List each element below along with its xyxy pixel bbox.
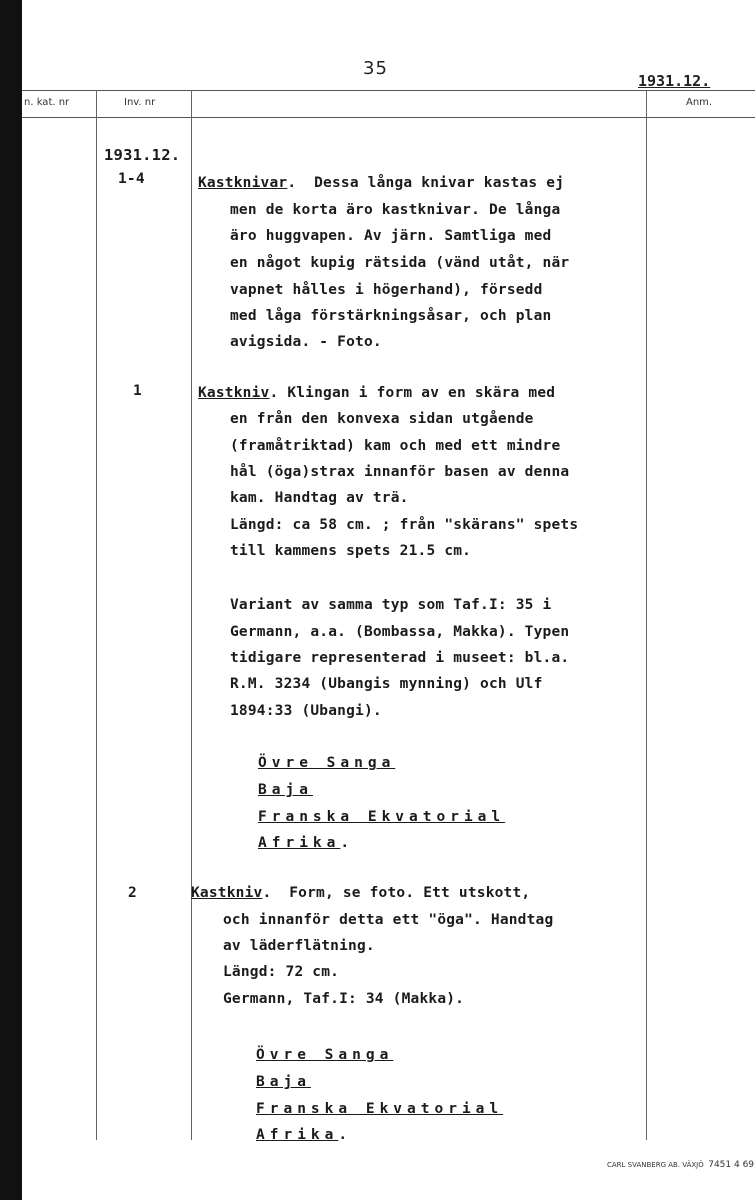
text-line: tidigare representerad i museet: bl.a. bbox=[230, 650, 570, 666]
entry2-title: Kastkniv bbox=[191, 885, 263, 901]
col-divider-anm bbox=[646, 90, 647, 1140]
text-line: R.M. 3234 (Ubangis mynning) och Ulf bbox=[230, 676, 543, 692]
printer-imprint bbox=[607, 1160, 754, 1170]
locality-line: Baja bbox=[258, 782, 313, 798]
locality-line: Baja bbox=[256, 1074, 311, 1090]
scan-edge bbox=[0, 0, 22, 1200]
locality-last-line bbox=[256, 1122, 347, 1148]
column-header-inv: Inv. nr bbox=[124, 97, 156, 108]
column-header-anm: Anm. bbox=[686, 97, 713, 108]
locality-line: Franska Ekvatorial bbox=[258, 809, 506, 825]
text-line: en från den konvexa sidan utgående bbox=[230, 411, 534, 427]
entry1-title: Kastkniv bbox=[198, 385, 270, 401]
locality-end: . bbox=[338, 1127, 348, 1143]
entry-group-first-line bbox=[198, 170, 564, 196]
text-line: till kammens spets 21.5 cm. bbox=[230, 543, 472, 559]
entry2-first-line bbox=[191, 880, 530, 906]
text-line: äro huggvapen. Av järn. Samtliga med bbox=[230, 228, 552, 244]
header-date: 1931.12. bbox=[638, 72, 711, 90]
locality-line: Afrika bbox=[256, 1127, 339, 1143]
text-line: kam. Handtag av trä. bbox=[230, 490, 409, 506]
text-line: avigsida. - Foto. bbox=[230, 334, 382, 350]
entry1-first-line bbox=[198, 380, 555, 406]
text-line: 1894:33 (Ubangi). bbox=[230, 703, 382, 719]
column-header-kat: n. kat. nr bbox=[24, 97, 70, 108]
text-line: och innanför detta ett "öga". Handtag bbox=[223, 912, 554, 928]
text-line: med låga förstärkningsåsar, och plan bbox=[230, 308, 552, 324]
text-line: Germann, Taf.I: 34 (Makka). bbox=[223, 991, 465, 1007]
page-number: 35 bbox=[363, 58, 388, 79]
entry1-first-line-rest: . Klingan i form av en skära med bbox=[269, 385, 556, 401]
entry2-first-line-rest: . Form, se foto. Ett utskott, bbox=[262, 885, 531, 901]
text-line: hål (öga)strax innanför basen av denna bbox=[230, 464, 570, 480]
text-line: Variant av samma typ som Taf.I: 35 i bbox=[230, 597, 552, 613]
text-line: Längd: 72 cm. bbox=[223, 964, 340, 980]
entry-group-title: Kastknivar bbox=[198, 175, 288, 191]
entry-group-first-line-rest: . Dessa långa knivar kastas ej bbox=[287, 175, 565, 191]
text-line: vapnet hålles i högerhand), försedd bbox=[230, 282, 543, 298]
text-line: en något kupig rätsida (vänd utåt, när bbox=[230, 255, 570, 271]
text-line: Germann, a.a. (Bombassa, Makka). Typen bbox=[230, 624, 570, 640]
text-line: Längd: ca 58 cm. ; från "skärans" spets bbox=[230, 517, 579, 533]
text-line: (framåtriktad) kam och med ett mindre bbox=[230, 438, 561, 454]
entry-date: 1931.12. bbox=[104, 146, 181, 164]
text-line: av läderflätning. bbox=[223, 938, 375, 954]
form-code: 7451 4 69 bbox=[708, 1160, 755, 1170]
text-line: men de korta äro kastknivar. De långa bbox=[230, 202, 561, 218]
entry1-inv: 1 bbox=[133, 383, 142, 399]
locality-line: Afrika bbox=[258, 835, 341, 851]
printer-name: CARL SVANBERG AB. VÄXJÖ bbox=[607, 1161, 704, 1169]
col-divider-kat bbox=[96, 90, 97, 1140]
locality-line: Franska Ekvatorial bbox=[256, 1101, 504, 1117]
entry2-inv: 2 bbox=[128, 885, 137, 901]
locality-line: Övre Sanga bbox=[258, 755, 396, 771]
col-divider-inv bbox=[191, 90, 192, 1140]
entry-inv-range: 1-4 bbox=[118, 171, 145, 187]
locality-last-line bbox=[258, 830, 349, 856]
locality-end: . bbox=[340, 835, 350, 851]
locality-line: Övre Sanga bbox=[256, 1047, 394, 1063]
